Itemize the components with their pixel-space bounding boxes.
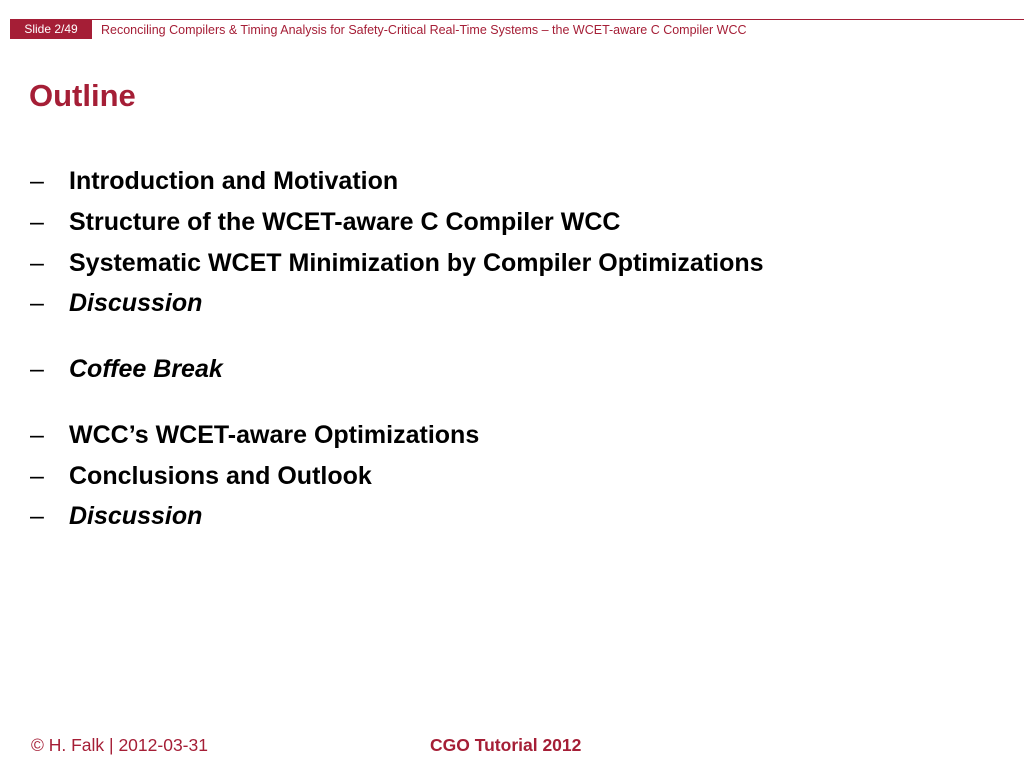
footer-author-date: © H. Falk | 2012-03-31 — [31, 735, 208, 755]
bullet-dash: – — [30, 167, 44, 195]
outline-item-text: Discussion — [69, 502, 203, 530]
slide-header — [0, 0, 1024, 40]
bullet-dash: – — [30, 208, 44, 236]
bullet-dash: – — [30, 502, 44, 530]
outline-item-text: Coffee Break — [69, 355, 223, 383]
slide-number-badge: Slide 2/49 — [10, 19, 92, 39]
header-rule — [10, 19, 1024, 20]
outline-item-text: WCC’s WCET-aware Optimizations — [69, 421, 480, 449]
bullet-dash: – — [30, 355, 44, 383]
presentation-title: Reconciling Compilers & Timing Analysis for Safety-Critical Real-Time Systems – the WCET-aware C Compiler WCC — [101, 23, 747, 37]
bullet-dash: – — [30, 421, 44, 449]
outline-item-text: Discussion — [69, 289, 203, 317]
bullet-dash: – — [30, 462, 44, 490]
outline-item-text: Introduction and Motivation — [69, 167, 399, 195]
bullet-dash: – — [30, 249, 44, 277]
outline-item-text: Systematic WCET Minimization by Compiler Optimizations — [69, 249, 764, 277]
bullet-dash: – — [30, 289, 44, 317]
footer-event: CGO Tutorial 2012 — [430, 735, 582, 755]
outline-item-text: Conclusions and Outlook — [69, 462, 372, 490]
page-title: Outline — [29, 78, 136, 113]
outline-item-text: Structure of the WCET-aware C Compiler WCC — [69, 208, 621, 236]
